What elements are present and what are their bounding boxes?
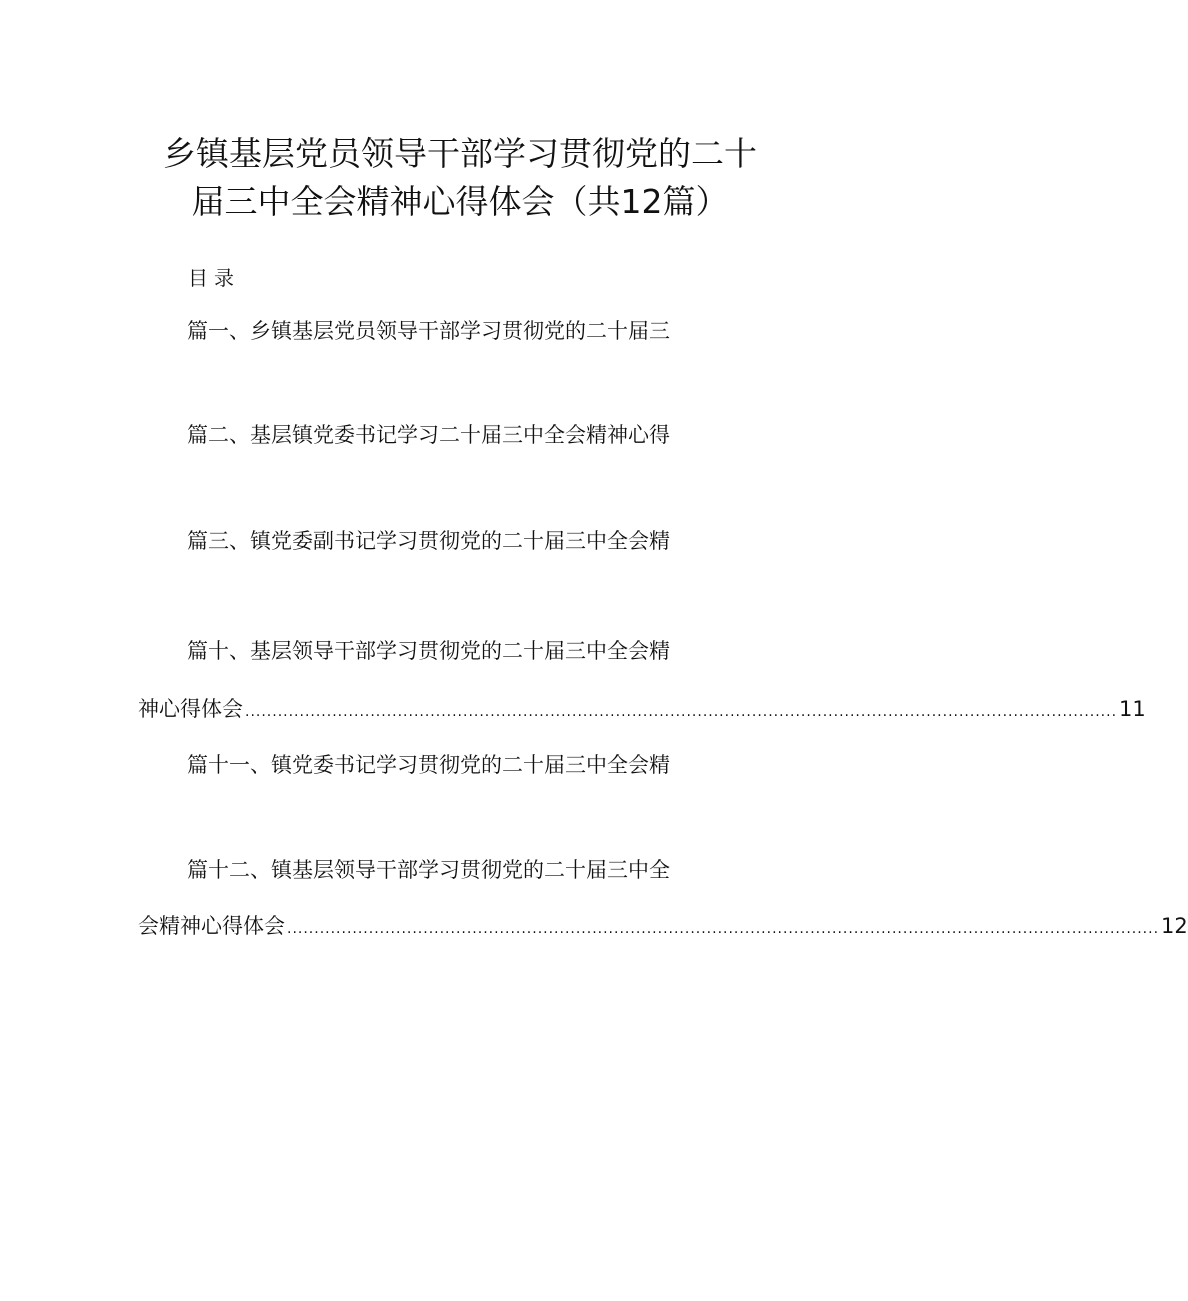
toc-entry-text: 篇二、基层镇党委书记学习二十届三中全会精神心得 [187, 423, 670, 447]
toc-page-number: 11 [1119, 697, 1146, 721]
toc-entry-text: 篇一、乡镇基层党员领导干部学习贯彻党的二十届三 [187, 319, 670, 343]
toc-entry-text: 篇十一、镇党委书记学习贯彻党的二十届三中全会精 [187, 753, 670, 777]
toc-page-number: 12 [1161, 914, 1188, 938]
document-title [120, 130, 800, 226]
title-line-1: 乡镇基层党员领导干部学习贯彻党的二十 [163, 134, 757, 173]
dot-leader: ................................................................................................................................................................ [245, 704, 1118, 720]
toc-entry-continuation-text: 会精神心得体会 [138, 914, 285, 938]
toc-entry-continuation-text: 神心得体会 [138, 697, 243, 721]
toc-entry-text: 篇十二、镇基层领导干部学习贯彻党的二十届三中全 [187, 858, 670, 882]
toc-entry-text: 篇十、基层领导干部学习贯彻党的二十届三中全会精 [187, 639, 670, 663]
toc-entry-continuation [138, 911, 1188, 944]
toc-heading: 目录 [188, 266, 240, 290]
dot-leader: ................................................................................................................................................................ [287, 921, 1160, 937]
toc-entry-continuation [138, 694, 1146, 727]
toc-entry-text: 篇三、镇党委副书记学习贯彻党的二十届三中全会精 [187, 529, 670, 553]
title-line-2: 届三中全会精神心得体会（共12篇） [191, 182, 729, 221]
